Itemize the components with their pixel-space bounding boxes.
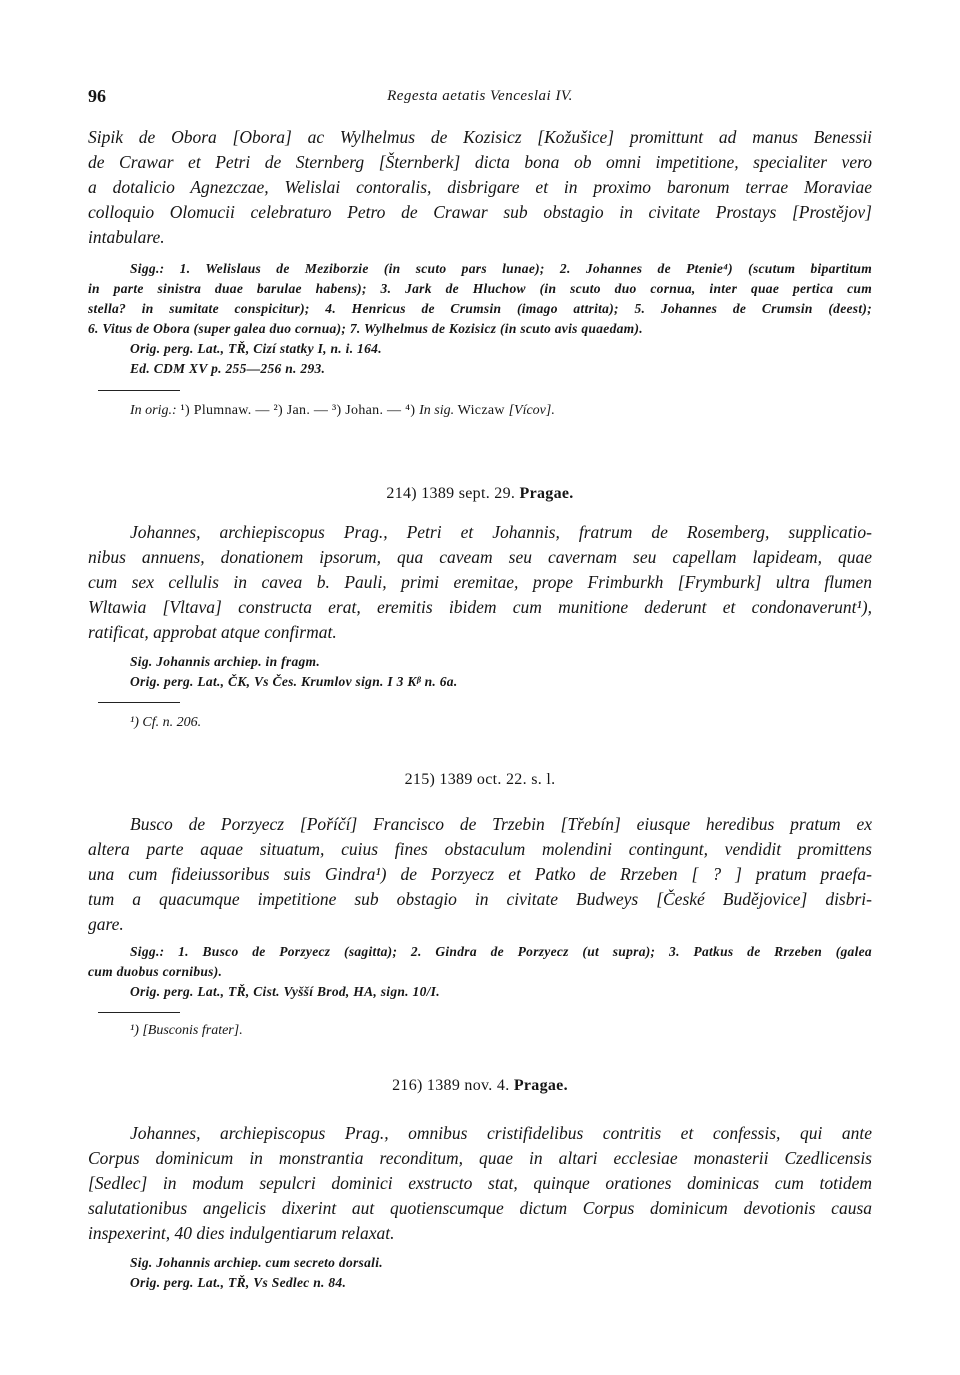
footnote-rule [98,390,180,391]
regest-215-place: s. l. [531,771,556,788]
regest-215-line: tum a quacumque impetitione sub obstagio in civitate Budweys [České Budějovice] disbri- [88,889,872,909]
footnote-in-sig: In sig. [419,403,455,418]
regest-213-line: de Crawar et Petri de Sternberg [Šternberk] dicta bona ob omni impetitione, specialiter vero [88,152,872,172]
regest-213-line: colloquio Olomucii celebraturo Petro de Crawar sub obstagio in civitate Prostays [Prostějov] [88,202,872,222]
regest-216-date: 216) 1389 nov. 4. [392,1077,510,1094]
seal-note-213: stella? in sumitate conspicitur); 4. Henricus de Crumsin (imago attrita); 5. Johannes de Crumsin (deest); [88,301,872,316]
page-header [88,86,872,110]
page-number: 96 [88,86,106,106]
archive-ref-216: Orig. perg. Lat., TŘ, Vs Sedlec n. 84. [130,1275,347,1290]
seal-note-213: Sigg.: 1. Welislaus de Meziborzie (in scuto pars lunae); 2. Johannes de Ptenie⁴) (scutum bipartitum [130,261,872,276]
footnote-end: [Vícov]. [508,403,555,418]
regest-213-line: intabulare. [88,227,165,247]
regest-215-heading [88,769,872,791]
regest-215-date: 215) 1389 oct. 22. [404,771,527,788]
regest-215-line: Busco de Porzyecz [Poříčí] Francisco de Trzebin [Třebín] eiusque heredibus pratum ex [130,814,872,834]
regest-214-line: cum sex cellulis in cavea b. Pauli, primi eremitae, prope Frimburkh [Frymburk] ultra flumen [88,572,872,592]
regest-214-line: Wltawia [Vltava] constructa erat, eremitis ibidem cum munitione dederunt et condonaverunt¹), [88,597,872,617]
regest-214-line: ratificat, approbat atque confirmat. [88,622,337,642]
regest-214-place: Pragae. [519,485,574,502]
regest-214-line: nibus annuens, donationem ipsorum, qua caveam seu cavernam seu capellam lapideam, quae [88,547,872,567]
archive-ref-213: Orig. perg. Lat., TŘ, Cizí statky I, n. i. 164. [130,341,382,356]
regest-216-line: [Sedlec] in modum sepulcri dominici exstructo stat, quinque orationes dominicas cum totidem [88,1173,872,1193]
seal-note-213: in parte sinistra duae barulae habens); 3. Jark de Hluchow (in scuto duo cornua, inter quae pertica cum [88,281,872,296]
footnote-215: ¹) [Busconis frater]. [130,1023,243,1038]
regest-216-line: Corpus dominicum in monstrantia reconditum, quae in altari ecclesiae monasterii Czedlicensis [88,1148,872,1168]
footnote-text: Wiczaw [454,403,509,418]
regest-216-place: Pragae. [513,1077,568,1094]
archive-ref-214: Orig. perg. Lat., ČK, Vs Čes. Krumlov sign. I 3 Kᵝ n. 6a. [130,674,458,689]
running-title: Regesta aetatis Venceslai IV. [387,88,573,104]
footnote-213 [88,401,872,421]
footnote-214: ¹) Cf. n. 206. [130,715,202,730]
regest-215-line: una cum fideiussoribus suis Gindra¹) de Porzyecz et Patko de Rrzeben [ ? ] pratum praefa- [88,864,872,884]
seal-note-216: Sig. Johannis archiep. cum secreto dorsali. [130,1255,383,1270]
regest-216-line: Johannes, archiepiscopus Prag., omnibus cristifidelibus contritis et confessis, qui ante [130,1123,872,1143]
regest-216-heading [88,1075,872,1097]
seal-note-215: cum duobus cornibus). [88,964,223,979]
footnote-lead: In orig.: [130,403,177,418]
footnote-rule [98,1012,180,1013]
regest-215-line: gare. [88,914,124,934]
regest-216-line: inspexerint, 40 dies indulgentiarum relaxat. [88,1223,395,1243]
footnote-text: ¹) Plumnaw. — ²) Jan. — ³) Johan. — ⁴) [176,403,420,418]
regest-216-line: salutationibus angelicis dixerint aut quotienscumque dictum Corpus dominicum devotionis causa [88,1198,872,1218]
regest-214-line: Johannes, archiepiscopus Prag., Petri et Johannis, fratrum de Rosemberg, supplicatio- [130,522,872,542]
seal-note-215: Sigg.: 1. Busco de Porzyecz (sagitta); 2. Gindra de Porzyecz (ut supra); 3. Patkus de Rrzeben (galea [130,944,872,959]
regest-213-line: a dotalicio Agnezczae, Welislai contoralis, disbrigare et in proximo baronum terrae Moraviae [88,177,872,197]
footnote-rule [98,702,180,703]
archive-ref-215: Orig. perg. Lat., TŘ, Cist. Vyšší Brod, HA, sign. 10/I. [130,984,440,999]
seal-note-214: Sig. Johannis archiep. in fragm. [130,654,321,669]
regest-215-line: altera parte aquae situatum, cuius fines obstaculum molendini contingunt, vendidit promittens [88,839,872,859]
seal-note-213: 6. Vitus de Obora (super galea duo cornua); 7. Wylhelmus de Kozisicz (in scuto avis quaedam). [88,321,643,336]
edition-ref-213: Ed. CDM XV p. 255—256 n. 293. [130,361,326,376]
regest-214-date: 214) 1389 sept. 29. [386,485,516,502]
regest-214-heading [88,483,872,505]
regest-213-line: Sipik de Obora [Obora] ac Wylhelmus de Kozisicz [Kožušice] promittunt ad manus Benessii [88,127,872,147]
